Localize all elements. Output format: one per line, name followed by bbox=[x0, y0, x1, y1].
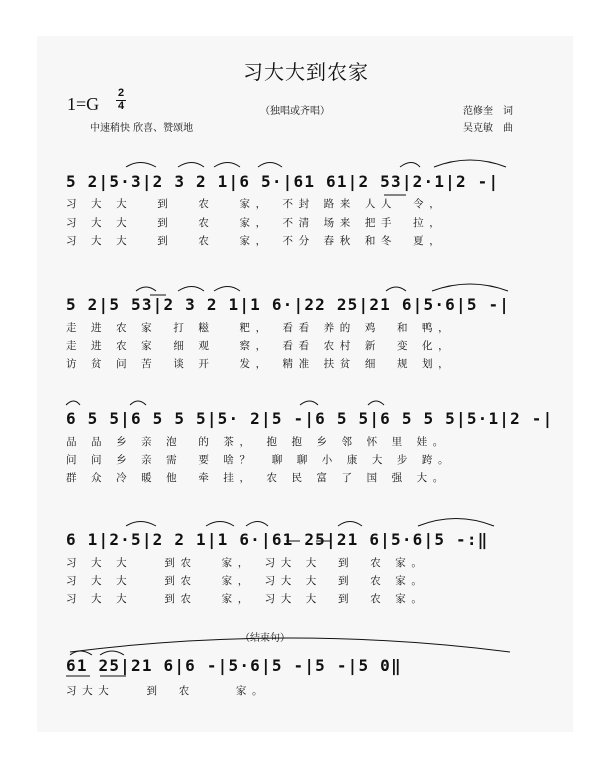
notation-line: 5 2|5 53|2 3 2 1|1 6·|22 25|21 6|5·6|5 -| bbox=[66, 295, 511, 314]
lyricist-credit: 范修奎 词 bbox=[463, 106, 513, 117]
lyric-line: 走 进 农 家 细 观 察， 看看 农村 新 变 化， bbox=[66, 340, 455, 352]
time-signature-bottom: 4 bbox=[117, 100, 125, 113]
composer-credit: 吴克敏 曲 bbox=[463, 123, 513, 134]
lyric-line: 习 大 大 到 农 家， 不封 路来 人人 令， bbox=[66, 198, 446, 210]
notation-line: 61 25|21 6|6 -|5·6|5 -|5 -|5 0‖ bbox=[66, 656, 402, 675]
lyric-line: 品 品 乡 亲 泡 的 茶， 抱 抱 乡 邻 怀 里 娃。 bbox=[66, 436, 449, 448]
lyric-line: 群 众 冷 暖 他 牵 挂， 农 民 富 了 国 强 大。 bbox=[66, 472, 449, 484]
notation-line: 6 1|2·5|2 2 1|1 6·|61 25|21 6|5·6|5 -:‖ bbox=[66, 530, 489, 549]
time-signature bbox=[116, 88, 126, 112]
lyric-line: 习 大 大 到 农 家， 不清 场来 把手 拉， bbox=[66, 217, 446, 229]
notation-line: 5 2|5·3|2 3 2 1|6 5·|61 61|2 53|2·1|2 -| bbox=[66, 172, 500, 191]
tempo-marking: 中速稍快 欣喜、赞颂地 bbox=[90, 123, 194, 134]
key-signature: 1=G bbox=[67, 94, 100, 114]
lyric-line: 习 大 大 到农 家， 习大 大 到 农 家。 bbox=[66, 593, 428, 605]
ending-label: （结束句） bbox=[240, 633, 290, 644]
lyric-line: 习大大 到 农 家。 bbox=[66, 685, 269, 697]
performance-note: （独唱或齐唱） bbox=[260, 106, 330, 117]
lyric-line: 走 进 农 家 打 糍 粑， 看看 养的 鸡 和 鸭， bbox=[66, 322, 455, 334]
lyric-line: 访 贫 问 苦 谈 开 发， 精准 扶贫 细 规 划， bbox=[66, 358, 455, 370]
lyric-line: 习 大 大 到农 家， 习大 大 到 农 家。 bbox=[66, 575, 428, 587]
score-sheet bbox=[37, 36, 573, 732]
lyric-line: 问 问 乡 亲 需 要 啥？ 聊 聊 小 康 大 步 跨。 bbox=[66, 454, 455, 466]
lyric-line: 习 大 大 到 农 家， 不分 春秋 和冬 夏， bbox=[66, 235, 446, 247]
time-signature-top: 2 bbox=[117, 87, 125, 99]
lyric-line: 习 大 大 到农 家， 习大 大 到 农 家。 bbox=[66, 557, 428, 569]
song-title: 习大大到农家 bbox=[243, 60, 369, 84]
notation-line: 6 5 5|6 5 5 5|5· 2|5 -|6 5 5|6 5 5 5|5·1|2 -| bbox=[66, 409, 554, 428]
